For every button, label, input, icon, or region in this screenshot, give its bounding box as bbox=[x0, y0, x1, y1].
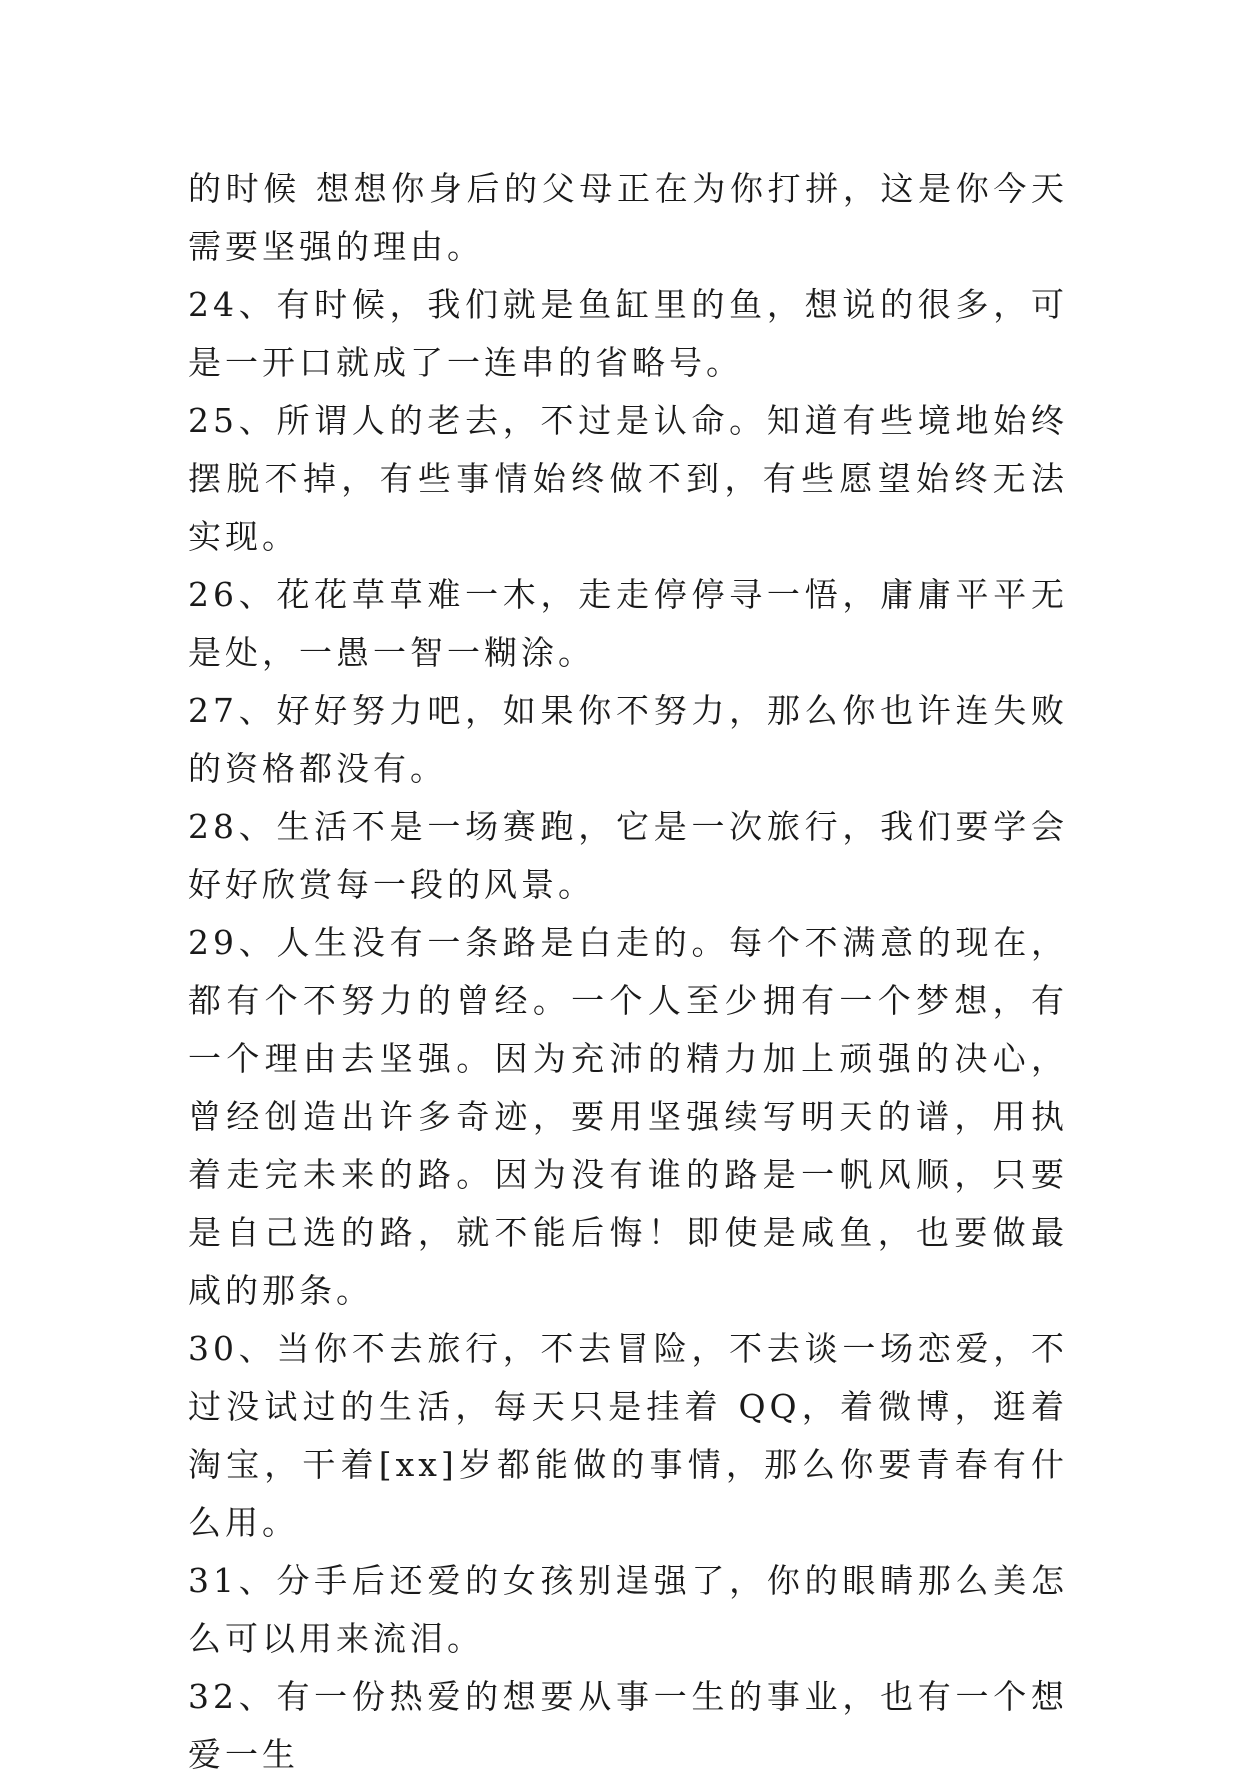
paragraph-32: 32、有一份热爱的想要从事一生的事业，也有一个想爱一生 bbox=[188, 1677, 1068, 1774]
paragraph-31: 31、分手后还爱的女孩别逞强了，你的眼睛那么美怎么可以用来流泪。 bbox=[188, 1561, 1068, 1658]
paragraph-27: 27、好好努力吧，如果你不努力，那么你也许连失败的资格都没有。 bbox=[188, 691, 1068, 788]
paragraph-continuation: 的时候 想想你身后的父母正在为你打拼，这是你今天需要坚强的理由。 bbox=[188, 169, 1068, 266]
paragraph-26: 26、花花草草难一木，走走停停寻一悟，庸庸平平无是处，一愚一智一糊涂。 bbox=[188, 575, 1068, 672]
paragraph-30: 30、当你不去旅行，不去冒险，不去谈一场恋爱，不过没试过的生活，每天只是挂着 QQ，着微博，逛着淘宝，干着[xx]岁都能做的事情，那么你要青春有什么用。 bbox=[188, 1329, 1068, 1542]
paragraph-25: 25、所谓人的老去，不过是认命。知道有些境地始终摆脱不掉，有些事情始终做不到，有些愿望始终无法实现。 bbox=[188, 401, 1068, 556]
paragraph-29: 29、人生没有一条路是白走的。每个不满意的现在，都有个不努力的曾经。一个人至少拥有一个梦想，有一个理由去坚强。因为充沛的精力加上顽强的决心，曾经创造出许多奇迹，要用坚强续写明天的谱，用执着走完未来的路。因为没有谁的路是一帆风顺，只要是自己选的路，就不能后悔！即使是咸鱼，也要做最咸的那条。 bbox=[188, 923, 1068, 1310]
paragraph-28: 28、生活不是一场赛跑，它是一次旅行，我们要学会好好欣赏每一段的风景。 bbox=[188, 807, 1068, 904]
document-body bbox=[188, 160, 1068, 1784]
paragraph-24: 24、有时候，我们就是鱼缸里的鱼，想说的很多，可是一开口就成了一连串的省略号。 bbox=[188, 285, 1068, 382]
